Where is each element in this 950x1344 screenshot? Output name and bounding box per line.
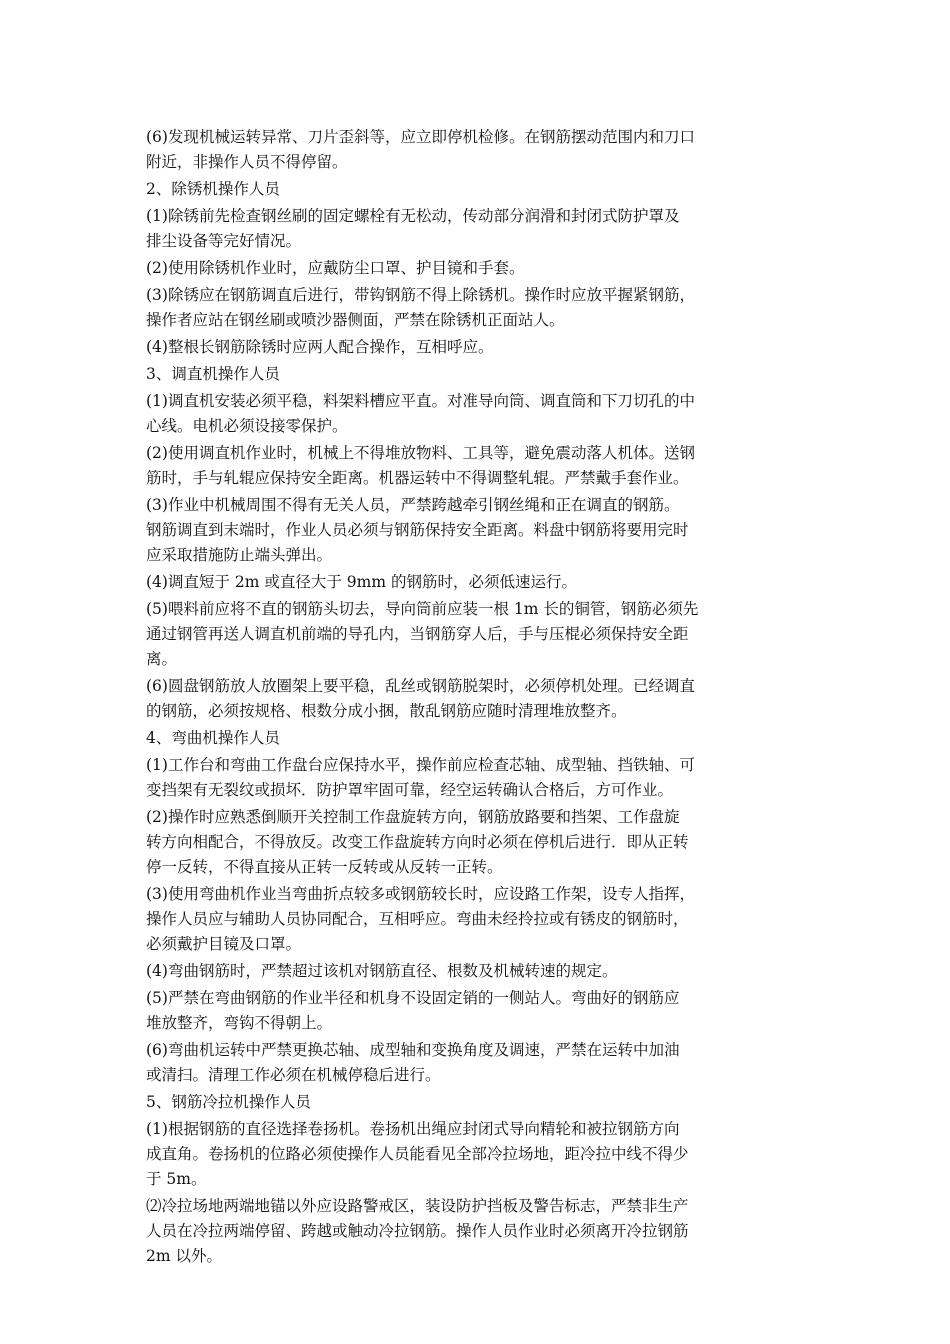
paragraph-line: 停一反转，不得直接从正转一反转或从反转一正转。 <box>146 858 503 876</box>
paragraph-line: (2)操作时应熟悉倒顺开关控制工作盘旋转方向，钢筋放路要和挡架、工作盘旋 <box>146 808 680 826</box>
paragraph-line: 离。 <box>146 650 178 668</box>
paragraph-line: 或清扫。清理工作必须在机械停稳后进行。 <box>146 1066 441 1084</box>
paragraph <box>146 597 810 672</box>
paragraph-line: (6)弯曲机运转中严禁更换芯轴、成型轴和变换角度及调速，严禁在运转中加油 <box>146 1041 680 1059</box>
paragraph <box>146 1117 810 1192</box>
paragraph <box>146 283 810 333</box>
paragraph-line: 堆放整齐，弯钩不得朝上。 <box>146 1014 333 1032</box>
heading-text: 2、除锈机操作人员 <box>146 180 280 198</box>
paragraph-line: (2)使用调直机作业时，机械上不得堆放物料、工具等，避免震动落人机体。送钢 <box>146 444 695 462</box>
paragraph <box>146 753 810 803</box>
paragraph <box>146 674 810 724</box>
paragraph-line: (3)作业中机械周围不得有无关人员，严禁跨越牵引钢丝绳和正在调直的钢筋。 <box>146 496 680 514</box>
section-heading <box>146 177 810 202</box>
paragraph <box>146 441 810 491</box>
paragraph <box>146 570 810 595</box>
paragraph-line: 成直角。卷扬机的位路必须使操作人员能看见全部冷拉场地，距冷拉中线不得少 <box>146 1145 689 1163</box>
paragraph-line: (4)调直短于 2m 或直径大于 9mm 的钢筋时，必须低速运行。 <box>146 573 577 591</box>
paragraph <box>146 493 810 568</box>
paragraph <box>146 959 810 984</box>
paragraph-line: 2m 以外。 <box>146 1247 222 1265</box>
heading-text: 4、弯曲机操作人员 <box>146 729 280 747</box>
paragraph-line: (6)发现机械运转异常、刀片歪斜等，应立即停机检修。在钢筋摆动范围内和刀口 <box>146 128 695 146</box>
heading-text: 5、钢筋冷拉机操作人员 <box>146 1093 311 1111</box>
paragraph-line: 排尘设备等完好情况。 <box>146 232 302 250</box>
paragraph-line: (6)圆盘钢筋放人放圈架上要平稳，乱丝或钢筋脱架时，必须停机处理。已经调直 <box>146 677 695 695</box>
paragraph-line: 转方向相配合，不得放反。改变工作盘旋转方向时必须在停机后进行．即从正转 <box>146 833 689 851</box>
paragraph-line: 的钢筋，必须按规格、根数分成小捆，散乱钢筋应随时清理堆放整齐。 <box>146 702 627 720</box>
paragraph-line: (3)除锈应在钢筋调直后进行，带钩钢筋不得上除锈机。操作时应放平握紧钢筋， <box>146 286 695 304</box>
paragraph <box>146 1194 810 1269</box>
paragraph-line: ⑵冷拉场地两端地锚以外应设路警戒区，装设防护挡板及警告标志，严禁非生产 <box>146 1197 689 1215</box>
paragraph <box>146 389 810 439</box>
paragraph-line: (1)调直机安装必须平稳，料架料槽应平直。对准导向筒、调直筒和下刀切孔的中 <box>146 392 695 410</box>
paragraph-line: 附近，非操作人员不得停留。 <box>146 153 348 171</box>
paragraph-line: (4)整根长钢筋除锈时应两人配合操作，互相呼应。 <box>146 338 494 356</box>
paragraph-line: 通过钢管再送人调直机前端的导孔内，当钢筋穿人后，手与压棍必须保持安全距 <box>146 625 689 643</box>
paragraph-line: (3)使用弯曲机作业当弯曲折点较多或钢筋较长时，应设路工作架，设专人指挥， <box>146 885 695 903</box>
paragraph-line: 于 5m。 <box>146 1170 207 1188</box>
paragraph <box>146 986 810 1036</box>
paragraph-line: 操作人员应与辅助人员协同配合，互相呼应。弯曲未经拎拉或有锈皮的钢筋时， <box>146 910 689 928</box>
paragraph-line: 心线。电机必须设接零保护。 <box>146 417 348 435</box>
paragraph <box>146 204 810 254</box>
section-heading <box>146 726 810 751</box>
paragraph-line: (1)工作台和弯曲工作盘台应保持水平，操作前应检查芯轴、成型轴、挡铁轴、可 <box>146 756 695 774</box>
paragraph-line: 操作者应站在钢丝刷或喷沙器侧面，严禁在除锈机正面站人。 <box>146 311 565 329</box>
paragraph-line: (2)使用除锈机作业时，应戴防尘口罩、护目镜和手套。 <box>146 259 525 277</box>
section-heading <box>146 1090 810 1115</box>
paragraph-line: 人员在冷拉两端停留、跨越或触动冷拉钢筋。操作人员作业时必须离开冷拉钢筋 <box>146 1222 689 1240</box>
paragraph-line: (5)严禁在弯曲钢筋的作业半径和机身不设固定销的一侧站人。弯曲好的钢筋应 <box>146 989 680 1007</box>
paragraph <box>146 1038 810 1088</box>
paragraph <box>146 335 810 360</box>
heading-text: 3、调直机操作人员 <box>146 365 280 383</box>
paragraph-line: (4)弯曲钢筋时，严禁超过该机对钢筋直径、根数及机械转速的规定。 <box>146 962 618 980</box>
paragraph <box>146 125 810 175</box>
paragraph <box>146 256 810 281</box>
paragraph <box>146 805 810 880</box>
section-heading <box>146 362 810 387</box>
paragraph-line: 钢筋调直到末端时，作业人员必须与钢筋保持安全距离。料盘中钢筋将要用完时 <box>146 521 689 539</box>
paragraph-line: 筋时，手与轧辊应保持安全距离。机器运转中不得调整轧辊。严禁戴手套作业。 <box>146 469 689 487</box>
paragraph <box>146 882 810 957</box>
paragraph-line: 应采取措施防止端头弹出。 <box>146 546 333 564</box>
paragraph-line: (1)除锈前先检查钢丝刷的固定螺栓有无松动，传动部分润滑和封闭式防护罩及 <box>146 207 680 225</box>
paragraph-line: 必须戴护目镜及口罩。 <box>146 935 302 953</box>
paragraph-line: (1)根据钢筋的直径选择卷扬机。卷扬机出绳应封闭式导向精轮和被拉钢筋方向 <box>146 1120 680 1138</box>
paragraph-line: 变挡架有无裂纹或损坏．防护罩牢固可靠，经空运转确认合格后，方可作业。 <box>146 781 674 799</box>
document-body <box>146 125 810 1269</box>
paragraph-line: (5)喂料前应将不直的钢筋头切去，导向筒前应装一根 1m 长的铜管，钢筋必须先 <box>146 600 699 618</box>
